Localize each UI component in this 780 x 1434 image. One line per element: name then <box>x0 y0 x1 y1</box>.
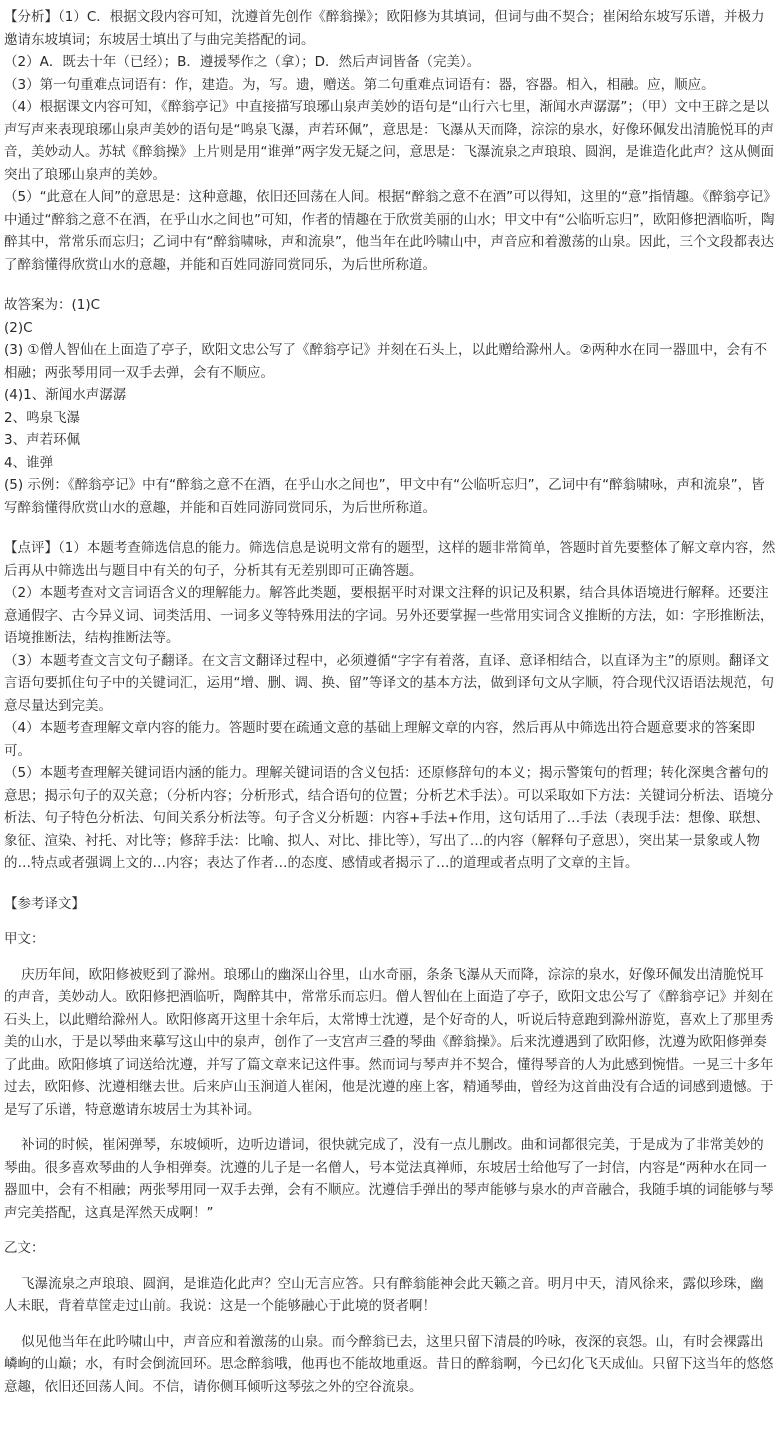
answer-line: (5) 示例：《醉翁亭记》中有“醉翁之意不在酒，在乎山水之间也”，甲文中有“公临听忘归”，乙词中有“醉翁啸咏，声和流泉”，皆写醉翁懂得欣赏山水的意趣，并能和百姓同游同赏同乐，为后世所称道。 <box>4 477 765 516</box>
answer-line: (2)C <box>4 319 33 336</box>
answer-line: 3、声若环佩 <box>4 432 81 448</box>
analysis-item-3: （3）第一句重难点词语有：作，建造。为，写。遗，赠送。第二句重难点词语有：器，容器。相入，相融。应，顺应。 <box>4 76 715 93</box>
translation-yi-paragraph-2: 似见他当年在此吟啸山中，声音应和着激荡的山泉。而今醉翁已去，这里只留下清晨的吟咏，夜深的哀怨。山，有时会裸露出嶙峋的山巅；水，有时会倒流回环。思念醉翁哦，他再也不能故地重返。昔日的醉翁啊，今已幻化飞天成仙。只留下这当年的悠悠意趣，依旧还回荡人间。不信，请你侧耳倾听这琴弦之外的空谷流泉。 <box>4 1333 774 1395</box>
answer-line: (3) ①僧人智仙在上面造了亭子，欧阳文忠公写了《醉翁亭记》并刻在石头上，以此赠给滁州人。②两种水在同一器皿中，会有不相融；两张琴用同一双手去弹，会有不顺应。 <box>4 342 768 381</box>
translation-jia-label: 甲文： <box>4 931 45 947</box>
answers-section <box>4 294 776 519</box>
answer-line: 4、谁弹 <box>4 454 54 471</box>
answer-line: 故答案为：(1)C <box>4 297 101 313</box>
translation-section <box>4 893 776 1399</box>
translation-jia-paragraph-1: 庆历年间，欧阳修被贬到了滁州。琅琊山的幽深山谷里，山水奇丽，条条飞瀑从天而降，淙淙的泉水，好像环佩发出清脆悦耳的声音，美妙动人。欧阳修把酒临听，陶醉其中，常常乐而忘归。僧人智仙在上面造了亭子，欧阳文忠公写了《醉翁亭记》并刻在石头上，以此赠给滁州人。欧阳修离开这里十余年后，太常博士沈遵，是个好奇的人，听说后特意跑到滁州游览，喜欢上了那里秀美的山水，于是以琴曲来摹写这山中的泉声，创作了一支宫声三叠的琴曲《醉翁操》。后来沈遵遇到了欧阳修，沈遵为欧阳修弹奏了此曲。欧阳修填了词送给沈遵，并写了篇文章来记这件事。然而词与琴声并不契合，懂得琴音的人为此感到惋惜。一晃三十多年过去，欧阳修、沈遵相继去世。后来庐山玉涧道人崔闲，他是沈遵的座上客，精通琴曲，曾经为这首曲没有合适的词感到遗憾。于是写了乐谱，特意邀请东坡居士为其补词。 <box>4 966 774 1118</box>
analysis-item-5: （5）“此意在人间”的意思是：这种意趣，依旧还回荡在人间。根据“醉翁之意不在酒”可以得知，这里的“意”指情趣。《醉翁亭记》中通过“醉翁之意不在酒，在乎山水之间也”可知，作者的情趣在于欣赏美丽的山水；甲文中有“公临听忘归”，欧阳修把酒临听，陶醉其中，常常乐而忘归；乙词中有“醉翁啸咏，声和流泉”，他当年在此吟啸山中，声音应和着激荡的山泉。因此，三个文段都表达了醉翁懂得欣赏山水的意趣，并能和百姓同游同赏同乐，为后世所称道。 <box>4 189 775 273</box>
comment-item-2: （2）本题考查对文言词语含义的理解能力。解答此类题，要根据平时对课文注释的识记及积累，结合具体语境进行解释。还要注意通假字、古今异义词、词类活用、一词多义等特殊用法的字词。另外还要掌握一些常用实词含义推断的方法，如：字形推断法，语境推断法，结构推断法等。 <box>4 585 774 646</box>
analysis-section <box>4 6 776 276</box>
comment-item-5: （5）本题考查理解关键词语内涵的能力。理解关键词语的含义包括：还原修辞句的本义；揭示警策句的哲理；转化深奥含蓄句的意思；揭示句子的双关意；（分析内容；分析形式，结合语句的位置；分析艺术手法）。可以采取如下方法：关键词分析法、语境分析法、句子特色分析法、句间关系分析法等。句子含义分析题：内容+手法+作用，这句话用了…手法（表现手法：想像、联想、象征、渲染、衬托、对比等；修辞手法：比喻、拟人、对比、排比等），写出了…的内容（解释句子意思），突出某一景象或人物的…特点或者强调上文的…内容；表达了作者…的态度、感情或者揭示了…的道理或者点明了文章的主旨。 <box>4 765 774 871</box>
translation-yi-paragraph-1: 飞瀑流泉之声琅琅、圆润，是谁造化此声？空山无言应答。只有醉翁能神会此天籁之音。明月中天，清风徐来，露似珍珠，幽人未眠，背着草筐走过山前。我说：这是一个能够融心于此境的贤者啊！ <box>4 1275 764 1314</box>
analysis-item-2: （2）A．既去十年（已经）；B．遵援琴作之（拿）；D．然后声词皆备（完美）。 <box>4 54 481 70</box>
translation-jia-paragraph-2: 补词的时候，崔闲弹琴，东坡倾听，边听边谱词，很快就完成了，没有一点儿删改。曲和词都很完美，于是成为了非常美妙的琴曲。很多喜欢琴曲的人争相弹奏。沈遵的儿子是一名僧人，号本觉法真禅师，东坡居士给他写了一封信，内容是“两种水在同一器皿中，会有不相融；两张琴用同一双手去弹，会有不顺应。沈遵信手弹出的琴声能够与泉水的声音融合，我随手填的词能够与琴声完美搭配，这真是浑然天成啊！” <box>4 1137 774 1221</box>
comments-section <box>4 537 776 875</box>
answer-line: 2、鸣泉飞瀑 <box>4 409 81 426</box>
translation-header: 【参考译文】 <box>4 895 85 912</box>
comment-item-3: （3）本题考查文言文句子翻译。在文言文翻译过程中，必须遵循“字字有着落，直译、意译相结合，以直译为主”的原则。翻译文言语句要抓住句子中的关键词汇，运用“增、删、调、换、留”等译文的基本方法，做到译句文从字顺，符合现代汉语语法规范，句意尽量达到完美。 <box>4 652 774 714</box>
translation-yi-label: 乙文： <box>4 1240 45 1256</box>
comments-header: 【点评】（1）本题考查筛选信息的能力。筛选信息是说明文常有的题型，这样的题非常简单，答题时首先要整体了解文章内容，然后再从中筛选出与题目中有关的句子，分析其有无差别即可正确答题。 <box>4 540 776 579</box>
comment-item-4: （4）本题考查理解文章内容的能力。答题时要在疏通文意的基础上理解文章的内容，然后再从中筛选出符合题意要求的答案即可。 <box>4 720 756 759</box>
analysis-header: 【分析】（1）C．根据文段内容可知，沈遵首先创作《醉翁操》；欧阳修为其填词，但词与曲不契合；崔闲给东坡写乐谱，并极力邀请东坡填词；东坡居士填出了与曲完美搭配的词。 <box>4 9 765 48</box>
answer-line: (4)1、渐闻水声潺潺 <box>4 387 127 403</box>
analysis-item-4: （4）根据课文内容可知，《醉翁亭记》中直接描写琅琊山泉声美妙的语句是“山行六七里，渐闻水声潺潺”；（甲）文中王辟之是以声写声来表现琅琊山泉声美妙的语句是“鸣泉飞瀑，声若环佩”，意思是：飞瀑从天而降，淙淙的泉水，好像环佩发出清脆悦耳的声音，美妙动人。苏轼《醉翁操》上片则是用“谁弹”两字发无疑之问，意思是：飞瀑流泉之声琅琅、圆润，是谁造化此声？这从侧面突出了琅琊山泉声的美妙。 <box>4 99 774 183</box>
